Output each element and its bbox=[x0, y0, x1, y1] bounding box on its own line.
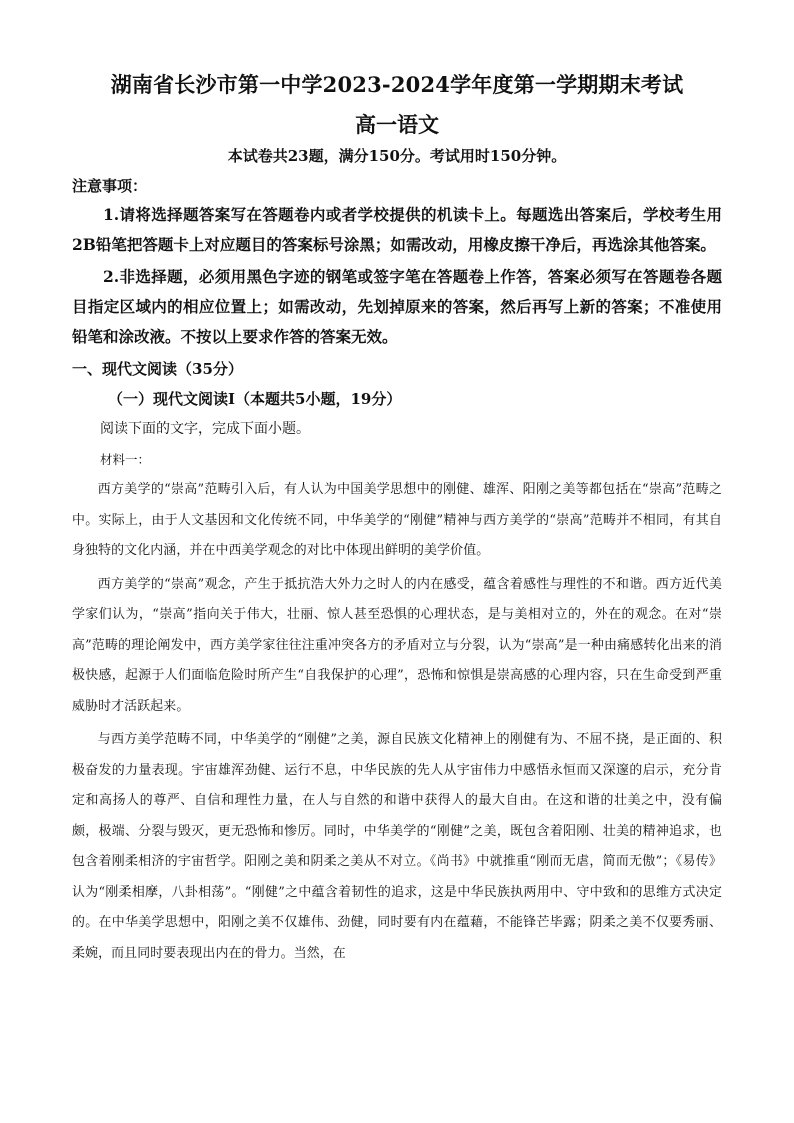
exam-info: 本试卷共23题，满分150分。考试用时150分钟。 bbox=[227, 147, 567, 165]
notice-heading: 注意事项： bbox=[72, 177, 148, 195]
section-heading: 一、现代文阅读（35分） bbox=[72, 360, 243, 378]
reading-section bbox=[72, 356, 722, 969]
exam-subject: 高一语文 bbox=[355, 112, 439, 137]
notice-block bbox=[72, 174, 722, 352]
notice-item: 2.非选择题，必须用黑色字迹的钢笔或签字笔在答题卷上作答，答案必须写在答题卷各题目指定区域内的相应位置上；如需改动，先划掉原来的答案，然后再写上新的答案；不准使用铅笔和涂改液。不按以上要求作答的答案无效。 bbox=[72, 267, 722, 346]
material-paragraph: 与西方美学范畴不同，中华美学的“刚健”之美，源自民族文化精神上的刚健有为、不屈不挠，是正面的、积极奋发的力量表现。宇宙雄浑劲健、运行不息，中华民族的先人从宇宙伟力中感悟永恒而又深邃的启示，充分肯定和高扬人的尊严、自信和理性力量，在人与自然的和谐中获得人的最大自由。在这和谐的壮美之中，没有偏颇，极端、分裂与毁灭，更无恐怖和惨厉。同时，中华美学的“刚健”之美，既包含着阳刚、壮美的精神追求，也包含着刚柔相济的宇宙哲学。阳刚之美和阴柔之美从不对立。《尚书》中就推重“刚而无虐，简而无傲”；《易传》认为“刚柔相摩，八卦相荡”。“刚健”之中蕴含着韧性的追求，这是中华民族执两用中、守中致和的思维方式决定的。在中华美学思想中，阳刚之美不仅雄伟、劲健，同时要有内在蕴藉，不能锋芒毕露；阴柔之美不仅要秀丽、柔婉，而且同时要表现出内在的骨力。当然，在 bbox=[72, 732, 722, 961]
material-paragraph: 西方美学的“崇高”范畴引入后，有人认为中国美学思想中的刚健、雄浑、阳刚之美等都包括在“崇高”范畴之中。实际上，由于人文基因和文化传统不同，中华美学的“刚健”精神与西方美学的“崇高”范畴并不相同，有其自身独特的文化内涵，并在中西美学观念的对比中体现出鲜明的美学价值。 bbox=[72, 482, 722, 558]
notice-item: 1.请将选择题答案写在答题卷内或者学校提供的机读卡上。每题选出答案后，学校考生用2B铅笔把答题卡上对应题目的答案标号涂黑；如需改动，用橡皮擦干净后，再选涂其他答案。 bbox=[72, 205, 722, 254]
subsection-heading: （一）现代文阅读Ⅰ（本题共5小题，19分） bbox=[108, 390, 402, 408]
material-label: 材料一： bbox=[100, 452, 151, 467]
material-paragraph: 西方美学的“崇高”观念，产生于抵抗浩大外力之时人的内在感受，蕴含着感性与理性的不和谐。西方近代美学家们认为，“崇高”指向关于伟大，壮丽、惊人甚至恐惧的心理状态，是与美相对立的，外在的观念。在对“崇高”范畴的理论阐发中，西方美学家往往注重冲突各方的矛盾对立与分裂，认为“崇高”是一种由痛感转化出来的消极快感，起源于人们面临危险时所产生“自我保护的心理”，恐怖和惊惧是崇高感的心理内容，只在生命受到严重威胁时才活跃起来。 bbox=[72, 576, 722, 714]
reading-instruction: 阅读下面的文字，完成下面小题。 bbox=[100, 421, 310, 437]
exam-title: 湖南省长沙市第一中学2023-2024学年度第一学期期末考试 bbox=[110, 72, 684, 97]
